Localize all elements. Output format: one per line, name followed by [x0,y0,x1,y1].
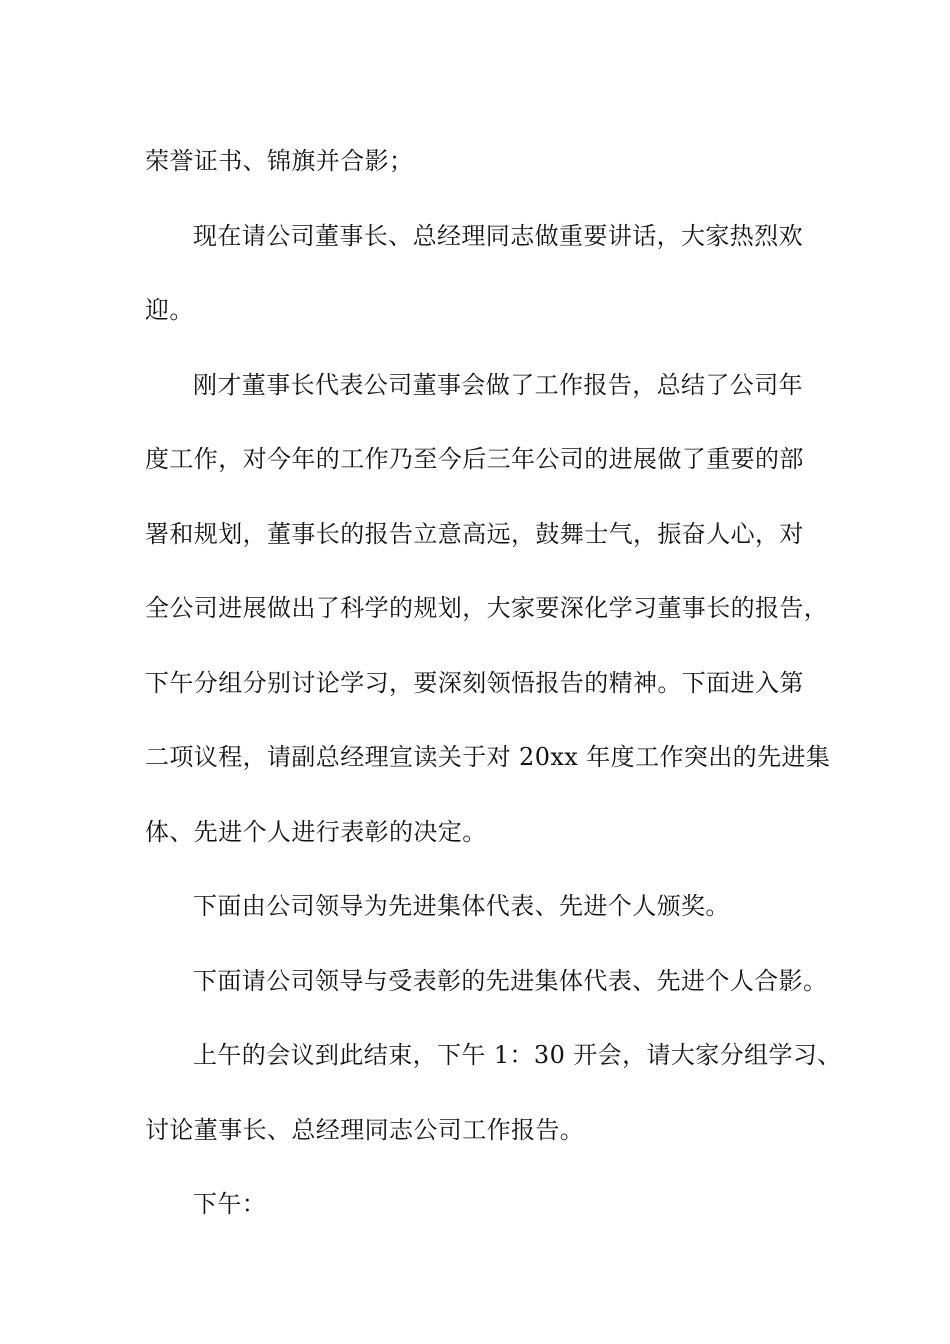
text-line: 二项议程，请副总经理宣读关于对 20xx 年度工作突出的先进集 [145,743,831,771]
text-line: 下面请公司领导与受表彰的先进集体代表、先进个人合影。 [193,966,828,995]
text-line: 现在请公司董事长、总经理同志做重要讲话，大家热烈欢 [193,221,803,250]
text-line: 下午分组分别讨论学习，要深刻领悟报告的精神。下面进入第 [145,668,804,697]
text-line: 体、先进个人进行表彰的决定。 [145,817,487,846]
text-line: 度工作，对今年的工作乃至今后三年公司的进展做了重要的部 [145,445,804,473]
text-line: 全公司进展做出了科学的规划，大家要深化学习董事长的报告， [145,594,829,622]
text-line: 刚才董事长代表公司董事会做了工作报告，总结了公司年 [193,370,803,399]
text-line: 上午的会议到此结束，下午 1：30 开会，请大家分组学习、 [193,1041,842,1069]
text-line: 署和规划，董事长的报告立意高远，鼓舞士气，振奋人心，对 [145,519,804,548]
text-line: 迎。 [145,296,194,324]
text-line: 荣誉证书、锦旗并合影； [145,147,414,175]
text-line: 下午： [193,1190,267,1218]
document-body [145,124,842,1242]
text-line: 讨论董事长、总经理同志公司工作报告。 [145,1115,585,1144]
text-line: 下面由公司领导为先进集体代表、先进个人颁奖。 [193,892,730,920]
